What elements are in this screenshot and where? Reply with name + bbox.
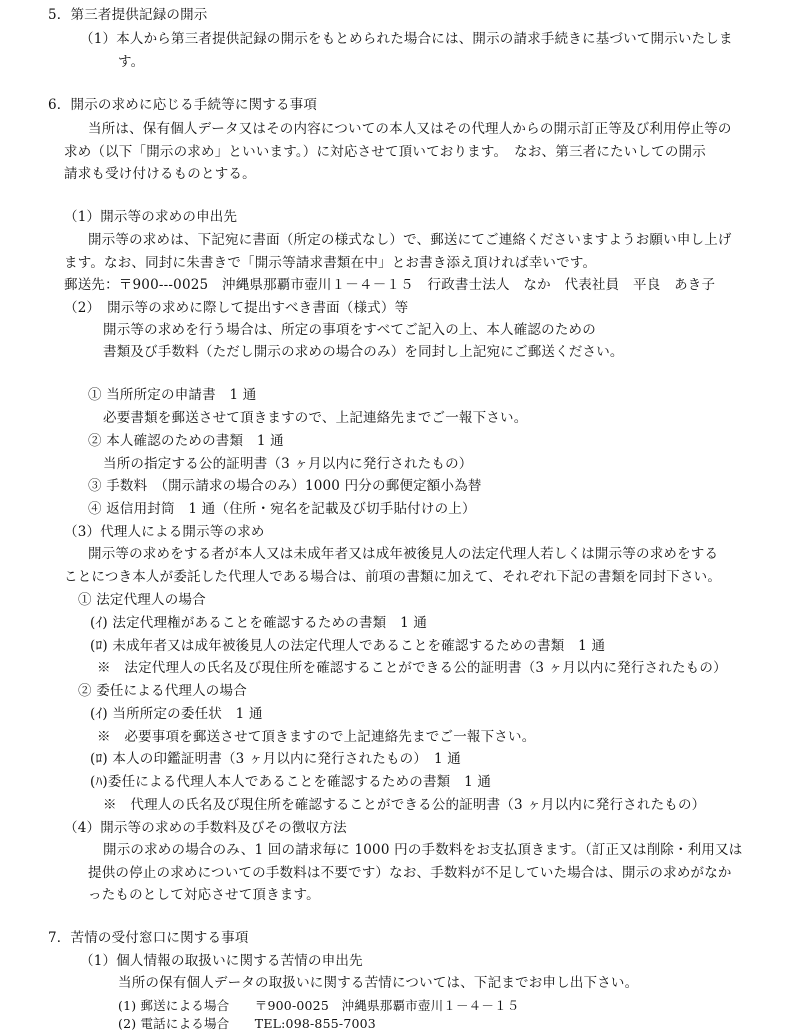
- list-item-detail: 必要書類を郵送させて頂きますので、上記連絡先までご一報下さい。: [103, 410, 528, 426]
- note-line: ※ 代理人の氏名及び現住所を確認することができる公的証明書（3 ヶ月以内に発行されたもの）: [103, 797, 706, 813]
- paragraph-line: ったものとして対応させて頂きます。: [88, 887, 320, 903]
- list-item: ① 当所所定の申請書 1 通: [88, 387, 257, 403]
- note-line: ※ 必要事項を郵送させて頂きますので上記連絡先までご一報下さい。: [97, 729, 536, 745]
- paragraph-line: 開示等の求めをする者が本人又は未成年者又は成年被後見人の法定代理人若しくは開示等の求めをする: [88, 546, 719, 562]
- paragraph-line: 開示等の求めは、下記宛に書面（所定の様式なし）で、郵送にてご連絡くださいますようお願い申し上げ: [88, 232, 732, 248]
- list-item: ④ 返信用封筒 1 通（住所・宛名を記載及び切手貼付けの上）: [88, 501, 476, 517]
- list-item-detail: (ｲ) 法定代理権があることを確認するための書類 1 通: [90, 615, 428, 631]
- paragraph-line: 請求も受け付けるものとする。: [64, 166, 256, 182]
- paragraph-line: 当所は、保有個人データ又はその内容についての本人又はその代理人からの開示訂正等及び利用停止等の: [88, 121, 732, 137]
- list-item-detail: (ﾛ) 未成年者又は成年被後見人の法定代理人であることを確認するための書類 1 通: [90, 638, 606, 654]
- subsection-heading: （1）開示等の求めの申出先: [64, 209, 238, 225]
- paragraph-line: 書類及び手数料（ただし開示の求めの場合のみ）を同封し上記宛にご郵送ください。: [103, 344, 624, 360]
- section-6-heading: 6．開示の求めに応じる手続等に関する事項: [48, 97, 318, 113]
- subsection-heading: （1）個人情報の取扱いに関する苦情の申出先: [80, 953, 363, 969]
- subsection-heading: （3）代理人による開示等の求め: [64, 524, 265, 540]
- paragraph-line: す。: [118, 54, 145, 70]
- list-item: ① 法定代理人の場合: [78, 592, 206, 608]
- contact-phone-line: (2) 電話による場合 TEL:098-855-7003: [118, 1016, 376, 1031]
- subsection-heading: （2） 開示等の求めに際して提出すべき書面（様式）等: [64, 300, 409, 316]
- paragraph-line: 開示の求めの場合のみ、1 回の請求毎に 1000 円の手数料をお支払頂きます。（訂正又は削除・利用又は: [103, 842, 743, 858]
- list-item: ② 本人確認のための書類 1 通: [88, 433, 284, 449]
- list-item-detail: (ﾊ)委任による代理人本人であることを確認するための書類 1 通: [90, 774, 492, 790]
- list-item-detail: (ｲ) 当所所定の委任状 1 通: [90, 706, 263, 722]
- paragraph-line: 開示等の求めを行う場合は、所定の事項をすべてご記入の上、本人確認のための: [103, 322, 596, 338]
- section-7-heading: 7．苦情の受付窓口に関する事項: [48, 930, 249, 946]
- paragraph-line: 求め（以下「開示の求め」といいます。）に対応させて頂いております。 なお、第三者にたいしての開示: [64, 144, 706, 160]
- subsection-heading: （4）開示等の求めの手数料及びその徴収方法: [64, 820, 347, 836]
- paragraph-line: 提供の停止の求めについての手数料は不要です）なお、手数料が不足していた場合は、開示の求めがなか: [88, 865, 732, 881]
- list-item-detail: 当所の指定する公的証明書（3 ヶ月以内に発行されたもの）: [103, 456, 473, 472]
- list-item: ③ 手数料 （開示請求の場合のみ）1000 円分の郵便定額小為替: [88, 478, 482, 494]
- contact-mail-line: (1) 郵送による場合 〒900-0025 沖縄県那覇市壺川１－４－１５: [118, 998, 520, 1013]
- paragraph-line: 当所の保有個人データの取扱いに関する苦情については、下記までお申し出下さい。: [118, 975, 639, 991]
- mailing-address-line: 郵送先：〒900‐‐‐0025 沖縄県那覇市壺川１－４－１５ 行政書士法人 なか 代表社員 平良 あき子: [64, 277, 716, 293]
- list-item: ② 委任による代理人の場合: [78, 683, 247, 699]
- section-5-heading: 5．第三者提供記録の開示: [48, 7, 208, 23]
- list-item-detail: (ﾛ) 本人の印鑑証明書（3 ヶ月以内に発行されたもの） 1 通: [90, 751, 461, 767]
- paragraph-line: ことにつき本人が委託した代理人である場合は、前項の書類に加えて、それぞれ下記の書類を同封下さい。: [64, 569, 722, 585]
- paragraph-line: （1）本人から第三者提供記録の開示をもとめられた場合には、開示の請求手続きに基づいて開示いたしま: [80, 31, 733, 47]
- paragraph-line: ます。なお、同封に朱書きで「開示等請求書類在中」とお書き添え頂ければ幸いです。: [64, 255, 597, 271]
- note-line: ※ 法定代理人の氏名及び現住所を確認することができる公的証明書（3 ヶ月以内に発行されたもの）: [97, 660, 727, 676]
